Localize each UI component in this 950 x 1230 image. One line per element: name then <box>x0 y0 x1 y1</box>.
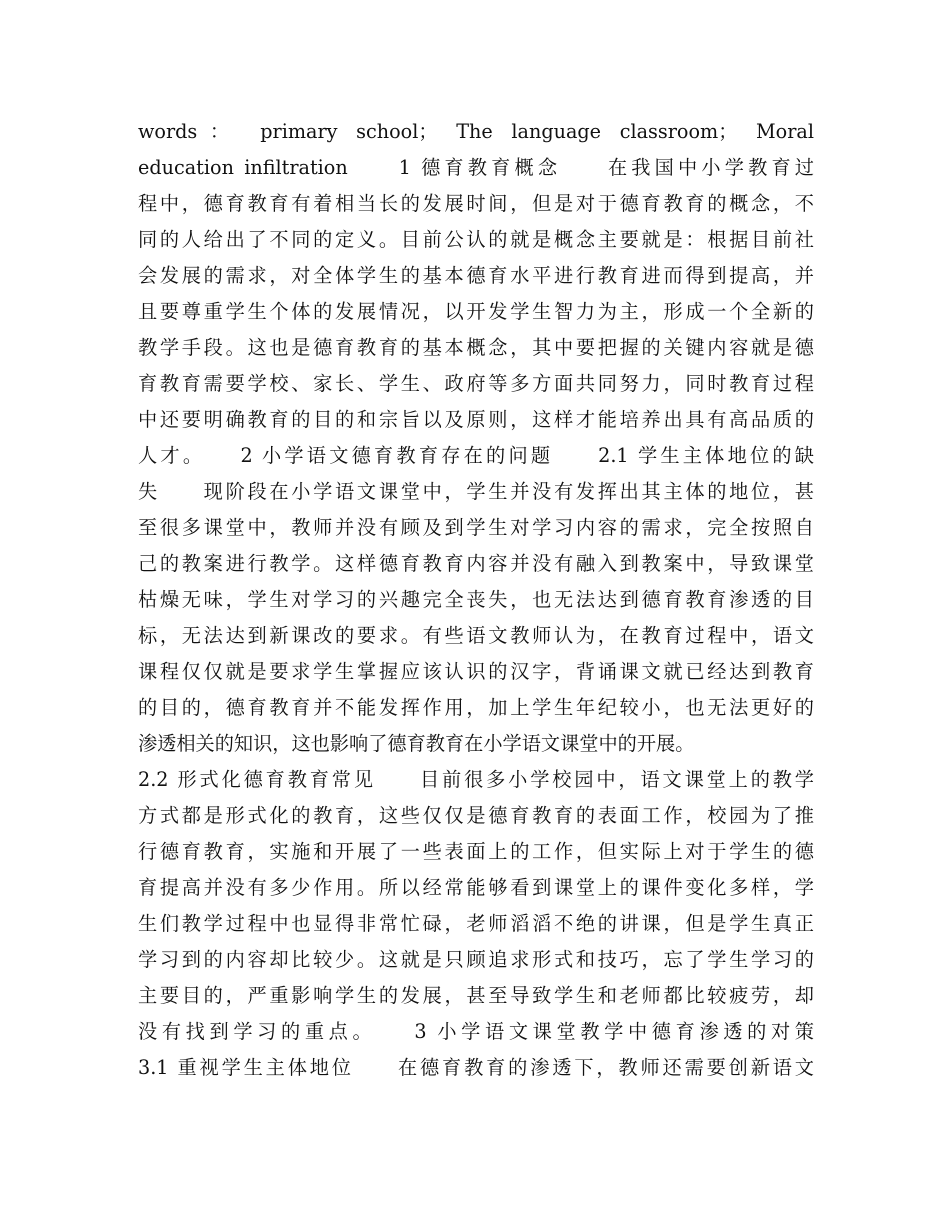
text-line: 教学手段。这也是德育教育的基本概念，其中要把握的关键内容就是德 <box>138 336 814 359</box>
text-line: 人才。 2 小学语文德育教育存在的问题 2.1 学生主体地位的缺 <box>138 444 814 467</box>
text-line: 育教育需要学校、家长、学生、政府等多方面共同努力，同时教育过程 <box>138 372 814 395</box>
text-line: 同的人给出了不同的定义。目前公认的就是概念主要就是：根据目前社 <box>138 228 814 251</box>
text-line: 生们教学过程中也显得非常忙碌，老师滔滔不绝的讲课，但是学生真正 <box>138 912 814 935</box>
text-line: words： primary school； The language classroom； Moral <box>138 120 814 143</box>
text-line: 至很多课堂中，教师并没有顾及到学生对学习内容的需求，完全按照自 <box>138 516 814 539</box>
text-line: 标，无法达到新课改的要求。有些语文教师认为，在教育过程中，语文 <box>138 624 814 647</box>
text-line: 3.1 重视学生主体地位 在德育教育的渗透下，教师还需要创新语文 <box>138 1056 814 1079</box>
text-line: 失 现阶段在小学语文课堂中，学生并没有发挥出其主体的地位，甚 <box>138 480 814 503</box>
text-line: 2.2 形式化德育教育常见 目前很多小学校园中，语文课堂上的教学 <box>138 768 814 791</box>
text-line: 课程仅仅就是要求学生掌握应该认识的汉字，背诵课文就已经达到教育 <box>138 660 814 683</box>
text-line: 枯燥无味，学生对学习的兴趣完全丧失，也无法达到德育教育渗透的目 <box>138 588 814 611</box>
body-text <box>138 114 814 1086</box>
text-line: education infiltration 1 德育教育概念 在我国中小学教育过 <box>138 156 814 179</box>
text-line: 主要目的，严重影响学生的发展，甚至导致学生和老师都比较疲劳，却 <box>138 984 814 1007</box>
text-line: 行德育教育，实施和开展了一些表面上的工作，但实际上对于学生的德 <box>138 840 814 863</box>
text-line: 没有找到学习的重点。 3 小学语文课堂教学中德育渗透的对策 <box>138 1020 814 1043</box>
text-line: 会发展的需求，对全体学生的基本德育水平进行教育进而得到提高，并 <box>138 264 814 287</box>
text-line: 己的教案进行教学。这样德育教育内容并没有融入到教案中，导致课堂 <box>138 552 814 575</box>
text-line: 中还要明确教育的目的和宗旨以及原则，这样才能培养出具有高品质的 <box>138 408 814 431</box>
text-line: 程中，德育教育有着相当长的发展时间，但是对于德育教育的概念，不 <box>138 192 814 215</box>
text-line: 育提高并没有多少作用。所以经常能够看到课堂上的课件变化多样，学 <box>138 876 814 899</box>
text-line: 的目的，德育教育并不能发挥作用，加上学生年纪较小，也无法更好的 <box>138 696 814 719</box>
text-line: 渗透相关的知识，这也影响了德育教育在小学语文课堂中的开展。 <box>138 732 695 755</box>
text-line: 且要尊重学生个体的发展情况，以开发学生智力为主，形成一个全新的 <box>138 300 814 323</box>
text-line: 学习到的内容却比较少。这就是只顾追求形式和技巧，忘了学生学习的 <box>138 948 814 971</box>
text-line: 方式都是形式化的教育，这些仅仅是德育教育的表面工作，校园为了推 <box>138 804 814 827</box>
